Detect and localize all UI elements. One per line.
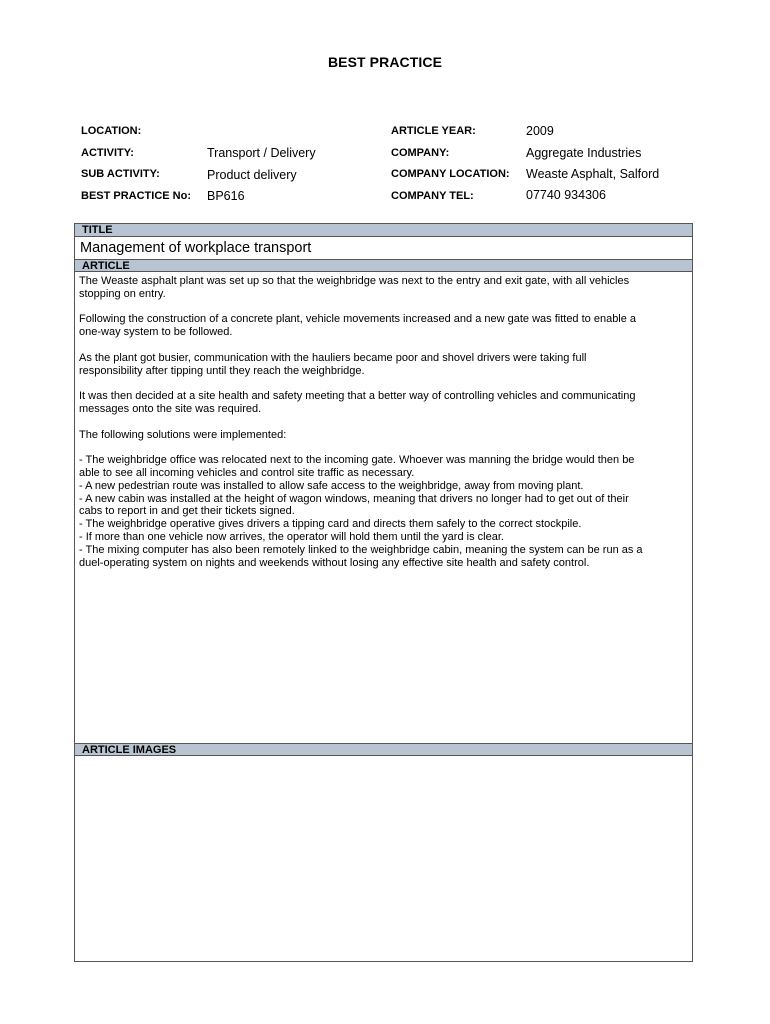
location-label: LOCATION: bbox=[81, 125, 142, 137]
article-paragraph: The following solutions were implemented: bbox=[79, 428, 287, 441]
article-images-section-header: ARTICLE IMAGES bbox=[75, 743, 692, 756]
company-location-value: Weaste Asphalt, Salford bbox=[526, 167, 660, 181]
article-paragraph: As the plant got busier, communication with the hauliers became poor and shovel drivers were taking full responsibility after tipping until they reach the weighbridge. bbox=[79, 351, 587, 377]
best-practice-no-value: BP616 bbox=[207, 189, 245, 203]
sub-activity-value: Product delivery bbox=[207, 168, 297, 182]
page-title: BEST PRACTICE bbox=[327, 54, 443, 70]
activity-label: ACTIVITY: bbox=[81, 147, 134, 159]
company-tel-label: COMPANY TEL: bbox=[391, 190, 474, 202]
article-paragraph: It was then decided at a site health and safety meeting that a better way of controlling vehicles and communicating messages onto the site was required. bbox=[79, 390, 636, 415]
title-section-header: TITLE bbox=[75, 224, 692, 237]
article-images-area bbox=[75, 757, 692, 961]
article-frame bbox=[74, 223, 693, 962]
best-practice-no-label: BEST PRACTICE No: bbox=[81, 190, 191, 202]
article-body bbox=[79, 275, 685, 582]
article-title: Management of workplace transport bbox=[80, 240, 312, 256]
article-paragraph: The Weaste asphalt plant was set up so that the weighbridge was next to the entry and exit gate, with all vehicles stopping on entry. bbox=[79, 275, 630, 300]
article-year-label: ARTICLE YEAR: bbox=[391, 125, 476, 137]
company-tel-value: 07740 934306 bbox=[526, 188, 606, 202]
article-year-value: 2009 bbox=[526, 124, 554, 138]
sub-activity-label: SUB ACTIVITY: bbox=[81, 168, 160, 180]
company-value: Aggregate Industries bbox=[526, 146, 642, 160]
company-location-label: COMPANY LOCATION: bbox=[391, 168, 510, 180]
article-paragraph: Following the construction of a concrete plant, vehicle movements increased and a new gate was fitted to enable a one-way system to be followed. bbox=[79, 313, 637, 339]
activity-value: Transport / Delivery bbox=[207, 146, 316, 160]
article-paragraph: - The weighbridge office was relocated next to the incoming gate. Whoever was manning the bridge would then be able to see all incoming vehicles and control site traffic as necessary. - A new pedestrian route was installed to allow safe access to the weighbridge, away from moving plant. - A new cabin was installed at the height of wagon windows, meaning that drivers no longer had to get out of their cabs to report in and get their tickets signed. - The weighbridge operative gives drivers a tipping card and directs them safely to the correct stockpile. - If more than one vehicle now arrives, the operator will hold them until the yard is clear. - The mixing computer has also been remotely linked to the weighbridge cabin, meaning the system can be run as a duel-operating system on nights and weekends without losing any effective site health and safety control. bbox=[79, 454, 643, 569]
article-section-header: ARTICLE bbox=[75, 259, 692, 272]
company-label: COMPANY: bbox=[391, 147, 450, 159]
